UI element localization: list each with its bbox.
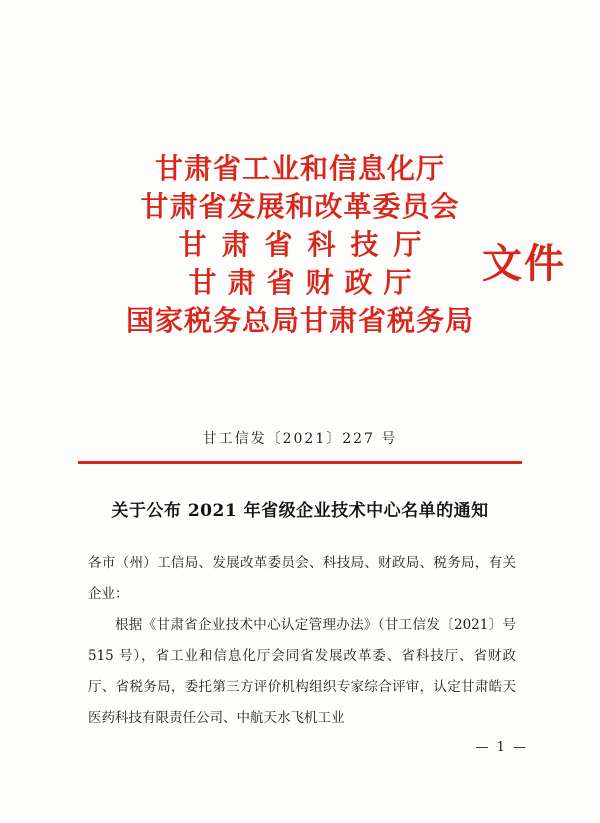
masthead-line-3: 甘肃省科技厅 bbox=[178, 228, 437, 261]
red-divider-rule bbox=[78, 461, 522, 464]
document-title: 关于公布 2021 年省级企业技术中心名单的通知 bbox=[111, 501, 489, 521]
body-paragraph-2: 根据《甘肃省企业技术中心认定管理办法》（甘工信发〔2021〕号 515 号），省工业和信息化厅会同省发展改革委、省科技厅、省财政厅、省税务局，委托第三方评价机构组织专家综合评审，认定甘肃皓天医药科技有限责任公司、中航天水飞机工业 bbox=[88, 617, 516, 726]
document-body bbox=[88, 548, 516, 734]
page-number: — 1 — bbox=[475, 740, 528, 755]
body-paragraph-1: 各市（州）工信局、发展改革委员会、科技局、财政局、税务局，有关企业： bbox=[88, 555, 516, 602]
masthead-lines bbox=[125, 150, 566, 340]
masthead-line-1: 甘肃省工业和信息化厅 bbox=[154, 152, 445, 185]
masthead-line-2: 甘肃省发展和改革委员会 bbox=[140, 190, 460, 223]
document-number: 甘工信发〔2021〕227 号 bbox=[202, 431, 398, 447]
masthead-line-4: 甘肃省财政厅 bbox=[188, 266, 423, 299]
masthead-line-5: 国家税务总局甘肃省税务局 bbox=[125, 304, 474, 337]
masthead-document-word: 文件 bbox=[482, 240, 566, 287]
masthead bbox=[0, 150, 600, 340]
